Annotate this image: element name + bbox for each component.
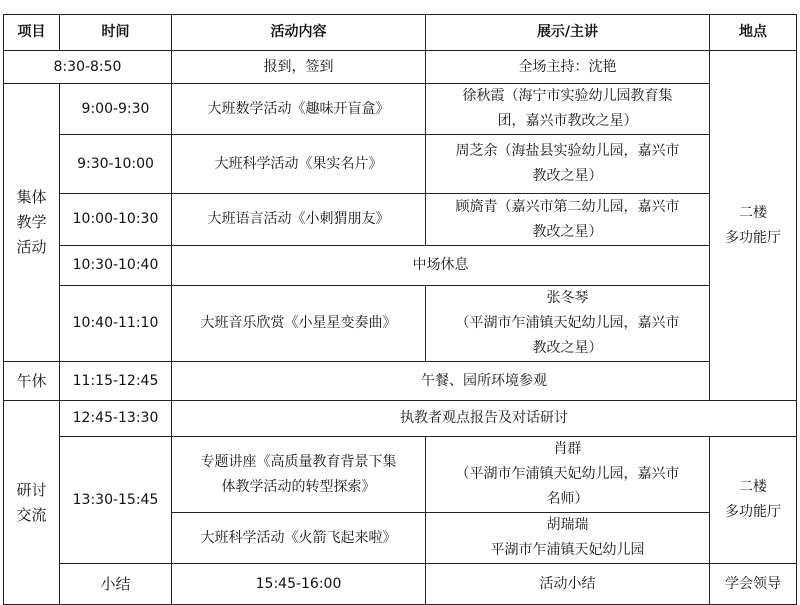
time-cell: 10:40-11:10 bbox=[60, 286, 172, 362]
item-cell: 午休 bbox=[4, 362, 60, 401]
header-content: 活动内容 bbox=[172, 15, 426, 51]
table-row bbox=[4, 246, 797, 286]
item-cell bbox=[4, 401, 60, 605]
table-row bbox=[4, 401, 797, 437]
item-line: 集体 bbox=[16, 188, 47, 206]
speaker-line: 周芝余（海盐县实验幼儿园，嘉兴市 bbox=[455, 143, 680, 159]
speaker-cell bbox=[426, 84, 710, 135]
location-line: 二楼 bbox=[739, 479, 767, 495]
content-cell: 午餐、园所环境参观 bbox=[172, 362, 797, 401]
speaker-line: 平湖市乍浦镇天妃幼儿园 bbox=[490, 542, 645, 558]
speaker-cell bbox=[426, 513, 710, 564]
content-cell: 大班音乐欣赏《小星星变奏曲》 bbox=[172, 286, 426, 362]
time-cell: 11:15-12:45 bbox=[60, 362, 172, 401]
header-item: 项目 bbox=[4, 15, 60, 51]
speaker-line: 徐秋霞（海宁市实验幼儿园教育集 bbox=[462, 88, 673, 104]
content-cell: 大班科学活动《果实名片》 bbox=[172, 135, 426, 194]
header-speaker: 展示/主讲 bbox=[426, 15, 710, 51]
speaker-cell: 学会领导 bbox=[710, 564, 797, 605]
speaker-line: 团，嘉兴市教改之星） bbox=[497, 113, 638, 129]
time-cell: 10:30-10:40 bbox=[60, 246, 172, 286]
content-cell: 活动小结 bbox=[426, 564, 710, 605]
time-cell: 8:30-8:50 bbox=[4, 51, 172, 84]
schedule-table bbox=[3, 14, 797, 605]
content-cell: 大班科学活动《火箭飞起来啦》 bbox=[172, 513, 426, 564]
time-cell: 12:45-13:30 bbox=[60, 401, 172, 437]
content-cell: 执教者观点报告及对话研讨 bbox=[172, 401, 797, 437]
table-row bbox=[4, 84, 797, 135]
content-cell: 大班语言活动《小刺猬朋友》 bbox=[172, 194, 426, 246]
time-cell: 9:00-9:30 bbox=[60, 84, 172, 135]
speaker-line: 教改之星） bbox=[532, 340, 603, 356]
header-location: 地点 bbox=[710, 15, 797, 51]
location-line: 二楼 bbox=[739, 204, 767, 221]
speaker-line: 胡瑞瑞 bbox=[546, 517, 589, 533]
time-cell: 9:30-10:00 bbox=[60, 135, 172, 194]
item-line: 交流 bbox=[16, 505, 47, 524]
speaker-line: 教改之星） bbox=[532, 223, 603, 240]
table-row bbox=[4, 362, 797, 401]
location-line: 多功能厅 bbox=[725, 504, 781, 520]
speaker-line: 名师） bbox=[546, 491, 589, 507]
content-cell: 中场休息 bbox=[172, 246, 710, 286]
item-line: 教学 bbox=[16, 213, 47, 231]
table-row bbox=[4, 564, 797, 605]
speaker-cell bbox=[426, 286, 710, 362]
table-row bbox=[4, 437, 797, 513]
speaker-line: 教改之星） bbox=[532, 168, 603, 184]
location-line: 多功能厅 bbox=[725, 229, 781, 246]
content-cell bbox=[172, 437, 426, 513]
time-cell: 13:30-15:45 bbox=[60, 437, 172, 564]
content-cell: 大班数学活动《趣味开盲盒》 bbox=[172, 84, 426, 135]
item-line: 研讨 bbox=[16, 480, 47, 499]
speaker-line: 张冬琴 bbox=[546, 290, 589, 306]
speaker-line: （平湖市乍浦镇天妃幼儿园，嘉兴市 bbox=[455, 315, 680, 331]
speaker-cell bbox=[426, 437, 710, 513]
content-cell: 报到，签到 bbox=[172, 51, 426, 84]
table-row bbox=[4, 135, 797, 194]
header-time: 时间 bbox=[60, 15, 172, 51]
item-line: 活动 bbox=[16, 238, 47, 256]
location-cell bbox=[710, 437, 797, 564]
speaker-cell bbox=[426, 135, 710, 194]
content-line: 体教学活动的转型探索》 bbox=[221, 478, 376, 495]
table-row bbox=[4, 286, 797, 362]
speaker-line: 肖群 bbox=[553, 441, 582, 457]
content-line: 专题讲座《高质量教育背景下集 bbox=[200, 453, 397, 470]
speaker-cell: 全场主持：沈艳 bbox=[426, 51, 710, 84]
speaker-line: （平湖市乍浦镇天妃幼儿园，嘉兴市 bbox=[455, 466, 680, 482]
time-cell: 15:45-16:00 bbox=[172, 564, 426, 605]
item-cell: 小结 bbox=[60, 564, 172, 605]
header-row bbox=[4, 15, 797, 51]
location-cell bbox=[710, 51, 797, 401]
speaker-line: 顾旖青（嘉兴市第二幼儿园，嘉兴市 bbox=[455, 198, 680, 215]
time-cell: 10:00-10:30 bbox=[60, 194, 172, 246]
speaker-cell bbox=[426, 194, 710, 246]
table-row bbox=[4, 51, 797, 84]
table-row bbox=[4, 194, 797, 246]
item-cell bbox=[4, 84, 60, 362]
